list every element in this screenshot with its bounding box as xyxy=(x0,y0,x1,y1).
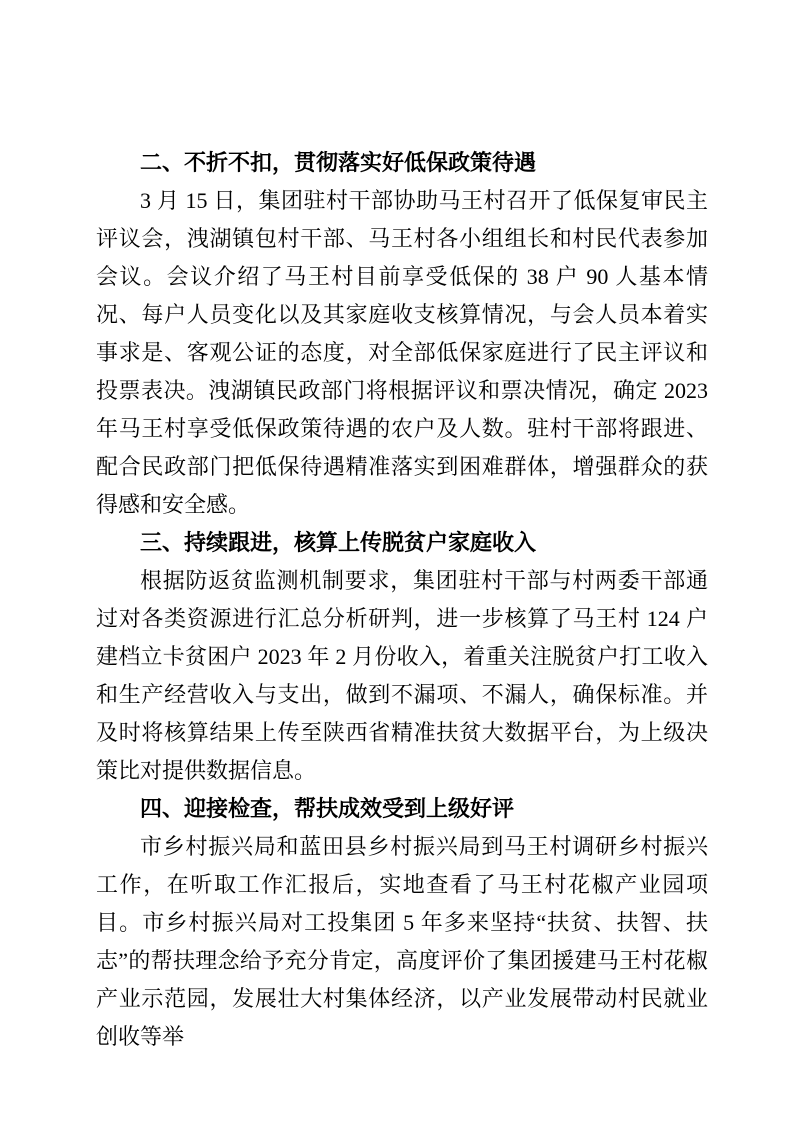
body-paragraph: 根据防返贫监测机制要求，集团驻村干部与村两委干部通过对各类资源进行汇总分析研判，进一步核算了马王村 124 户建档立卡贫困户 2023 年 2 月份收入，着重关注脱贫户打工收入和生产经营收入与支出，做到不漏项、不漏人，确保标准。并及时将核算结果上传至陕西省精准扶贫大数据平台，为上级决策比对提供数据信息。 xyxy=(96,568,708,783)
body-paragraph: 3 月 15 日，集团驻村干部协助马王村召开了低保复审民主评议会，洩湖镇包村干部、马王村各小组组长和村民代表参加会议。会议介绍了马王村目前享受低保的 38 户 90 人基本情况、每户人员变化以及其家庭收支核算情况，与会人员本着实事求是、客观公证的态度，对全部低保家庭进行了民主评议和投票表决。洩湖镇民政部门将根据评议和票决情况，确定 2023 年马王村享受低保政策待遇的农户及人数。驻村干部将跟进、配合民政部门把低保待遇精准落实到困难群体，增强群众的获得感和安全感。 xyxy=(96,188,708,517)
document-body xyxy=(96,144,708,1056)
section-heading: 二、不折不扣，贯彻落实好低保政策待遇 xyxy=(140,150,537,175)
body-paragraph: 市乡村振兴局和蓝田县乡村振兴局到马王村调研乡村振兴工作，在听取工作汇报后，实地查看了马王村花椒产业园项目。市乡村振兴局对工投集团 5 年多来坚持“扶贫、扶智、扶志”的帮扶理念给予充分肯定，高度评价了集团援建马王村花椒产业示范园，发展壮大村集体经济，以产业发展带动村民就业创收等举 xyxy=(96,834,708,1049)
section-heading: 三、持续跟进，核算上传脱贫户家庭收入 xyxy=(140,530,537,555)
section-heading: 四、迎接检查，帮扶成效受到上级好评 xyxy=(140,796,515,821)
